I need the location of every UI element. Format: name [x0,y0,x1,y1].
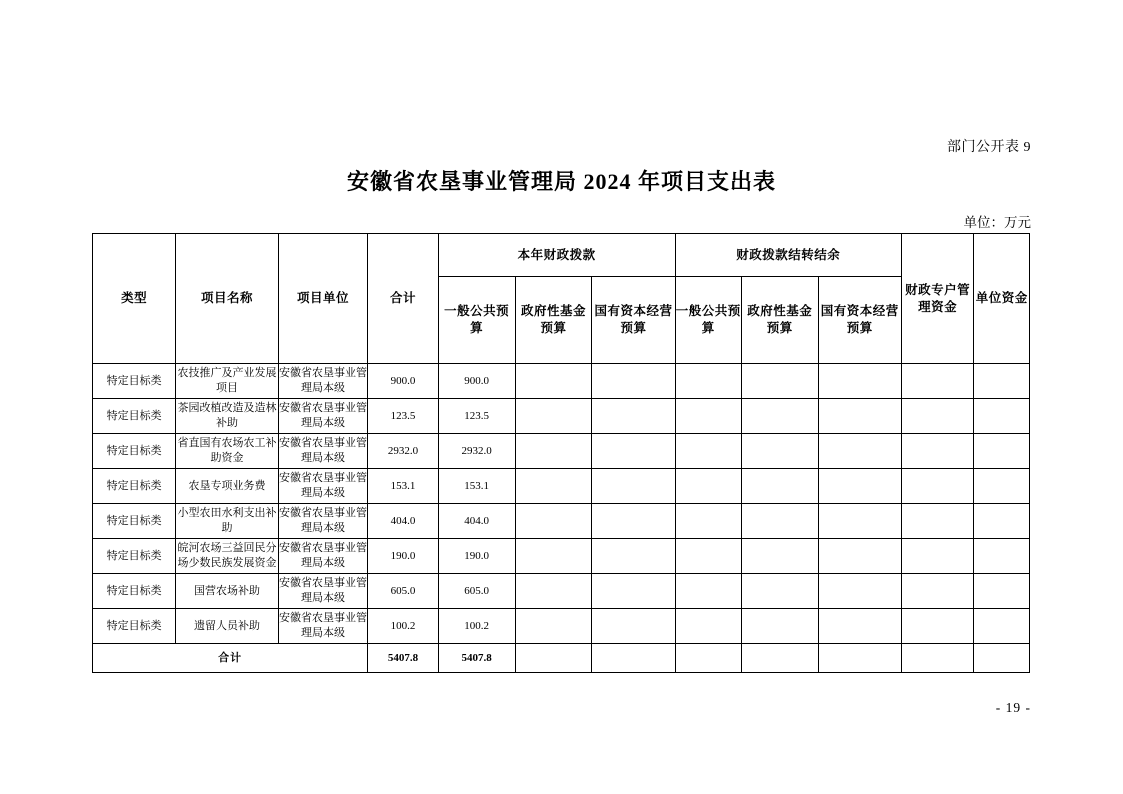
cell-carryover-general-public-budget [675,574,741,609]
cell-unit-fund [974,574,1030,609]
cell-type: 特定目标类 [93,539,176,574]
cell-total: 900.0 [368,364,438,399]
cell-special-account-fund [901,364,974,399]
cell-project-name: 茶园改植改造及造林补助 [176,399,278,434]
cell-total: 2932.0 [368,434,438,469]
cell-state-capital-budget [592,539,675,574]
table-row [93,539,1030,574]
cell-carryover-general-public-budget [675,364,741,399]
cell-type: 特定目标类 [93,504,176,539]
table-row [93,434,1030,469]
cell-project-name: 农垦专项业务费 [176,469,278,504]
table-row [93,469,1030,504]
cell-general-public-budget: 404.0 [438,504,515,539]
cell-carryover-general-public-budget [675,644,741,673]
cell-special-account-fund [901,644,974,673]
cell-project-unit: 安徽省农垦事业管理局本级 [278,399,368,434]
cell-carryover-government-fund-budget [741,434,818,469]
cell-general-public-budget: 5407.8 [438,644,515,673]
cell-project-unit: 安徽省农垦事业管理局本级 [278,609,368,644]
cell-unit-fund [974,469,1030,504]
cell-general-public-budget: 900.0 [438,364,515,399]
cell-type: 特定目标类 [93,399,176,434]
cell-carryover-government-fund-budget [741,469,818,504]
cell-carryover-general-public-budget [675,504,741,539]
header-government-fund-budget: 政府性基金预算 [515,277,592,364]
cell-project-name: 小型农田水利支出补助 [176,504,278,539]
table-row [93,609,1030,644]
cell-carryover-general-public-budget [675,539,741,574]
cell-total: 123.5 [368,399,438,434]
cell-carryover-general-public-budget [675,434,741,469]
cell-project-name: 国营农场补助 [176,574,278,609]
cell-state-capital-budget [592,644,675,673]
cell-project-unit: 安徽省农垦事业管理局本级 [278,504,368,539]
header-general-public-budget: 一般公共预算 [438,277,515,364]
header-state-capital-budget: 国有资本经营预算 [592,277,675,364]
cell-carryover-government-fund-budget [741,504,818,539]
cell-type: 特定目标类 [93,609,176,644]
cell-general-public-budget: 190.0 [438,539,515,574]
cell-government-fund-budget [515,504,592,539]
cell-government-fund-budget [515,539,592,574]
cell-project-name: 省直国有农场农工补助资金 [176,434,278,469]
table-row [93,574,1030,609]
cell-carryover-state-capital-budget [818,399,901,434]
cell-total: 190.0 [368,539,438,574]
header-project-name: 项目名称 [176,234,278,364]
cell-total: 5407.8 [368,644,438,673]
cell-special-account-fund [901,434,974,469]
header-special-account-fund: 财政专户管理资金 [901,234,974,364]
cell-carryover-general-public-budget [675,469,741,504]
cell-special-account-fund [901,574,974,609]
cell-project-name: 皖河农场三益回民分场少数民族发展资金 [176,539,278,574]
cell-unit-fund [974,644,1030,673]
cell-project-unit: 安徽省农垦事业管理局本级 [278,574,368,609]
cell-total: 404.0 [368,504,438,539]
cell-government-fund-budget [515,644,592,673]
cell-unit-fund [974,539,1030,574]
cell-special-account-fund [901,609,974,644]
cell-total: 100.2 [368,609,438,644]
cell-carryover-government-fund-budget [741,609,818,644]
cell-special-account-fund [901,539,974,574]
cell-carryover-government-fund-budget [741,644,818,673]
cell-general-public-budget: 2932.0 [438,434,515,469]
cell-type: 特定目标类 [93,434,176,469]
cell-state-capital-budget [592,434,675,469]
cell-total-label: 合计 [93,644,368,673]
cell-total: 153.1 [368,469,438,504]
cell-carryover-state-capital-budget [818,434,901,469]
cell-project-name: 遗留人员补助 [176,609,278,644]
cell-unit-fund [974,609,1030,644]
cell-unit-fund [974,504,1030,539]
cell-unit-fund [974,434,1030,469]
header-carryover-state-capital-budget: 国有资本经营预算 [818,277,901,364]
table-row [93,364,1030,399]
cell-project-unit: 安徽省农垦事业管理局本级 [278,539,368,574]
header-type: 类型 [93,234,176,364]
header-total: 合计 [368,234,438,364]
header-carryover-government-fund-budget: 政府性基金预算 [741,277,818,364]
cell-government-fund-budget [515,364,592,399]
cell-state-capital-budget [592,504,675,539]
header-group-carryover: 财政拨款结转结余 [675,234,901,277]
cell-carryover-state-capital-budget [818,609,901,644]
cell-state-capital-budget [592,364,675,399]
cell-special-account-fund [901,504,974,539]
cell-type: 特定目标类 [93,574,176,609]
header-group-current-year: 本年财政拨款 [438,234,675,277]
cell-carryover-government-fund-budget [741,399,818,434]
cell-project-name: 农技推广及产业发展项目 [176,364,278,399]
cell-state-capital-budget [592,469,675,504]
cell-carryover-state-capital-budget [818,504,901,539]
header-carryover-general-public-budget: 一般公共预算 [675,277,741,364]
cell-type: 特定目标类 [93,469,176,504]
cell-carryover-government-fund-budget [741,574,818,609]
cell-project-unit: 安徽省农垦事业管理局本级 [278,469,368,504]
cell-carryover-state-capital-budget [818,644,901,673]
cell-total: 605.0 [368,574,438,609]
cell-carryover-state-capital-budget [818,539,901,574]
cell-general-public-budget: 605.0 [438,574,515,609]
cell-government-fund-budget [515,399,592,434]
cell-carryover-government-fund-budget [741,364,818,399]
cell-project-unit: 安徽省农垦事业管理局本级 [278,364,368,399]
cell-special-account-fund [901,469,974,504]
cell-unit-fund [974,364,1030,399]
cell-carryover-general-public-budget [675,609,741,644]
table-row [93,399,1030,434]
table-row [93,504,1030,539]
cell-project-unit: 安徽省农垦事业管理局本级 [278,434,368,469]
project-expenditure-table [92,233,1030,673]
cell-unit-fund [974,399,1030,434]
cell-government-fund-budget [515,434,592,469]
cell-general-public-budget: 153.1 [438,469,515,504]
cell-state-capital-budget [592,399,675,434]
cell-carryover-state-capital-budget [818,574,901,609]
header-project-unit: 项目单位 [278,234,368,364]
cell-type: 特定目标类 [93,364,176,399]
cell-government-fund-budget [515,574,592,609]
cell-general-public-budget: 123.5 [438,399,515,434]
document-tag: 部门公开表 9 [947,140,1031,155]
cell-government-fund-budget [515,609,592,644]
cell-special-account-fund [901,399,974,434]
table-total-row [93,644,1030,673]
cell-carryover-government-fund-budget [741,539,818,574]
cell-state-capital-budget [592,609,675,644]
page-number: - 19 - [995,700,1031,715]
cell-general-public-budget: 100.2 [438,609,515,644]
page-title: 安徽省农垦事业管理局 2024 年项目支出表 [346,169,776,194]
unit-note: 单位：万元 [963,215,1031,230]
cell-state-capital-budget [592,574,675,609]
cell-carryover-state-capital-budget [818,469,901,504]
cell-carryover-general-public-budget [675,399,741,434]
cell-carryover-state-capital-budget [818,364,901,399]
header-unit-fund: 单位资金 [974,234,1030,364]
cell-government-fund-budget [515,469,592,504]
